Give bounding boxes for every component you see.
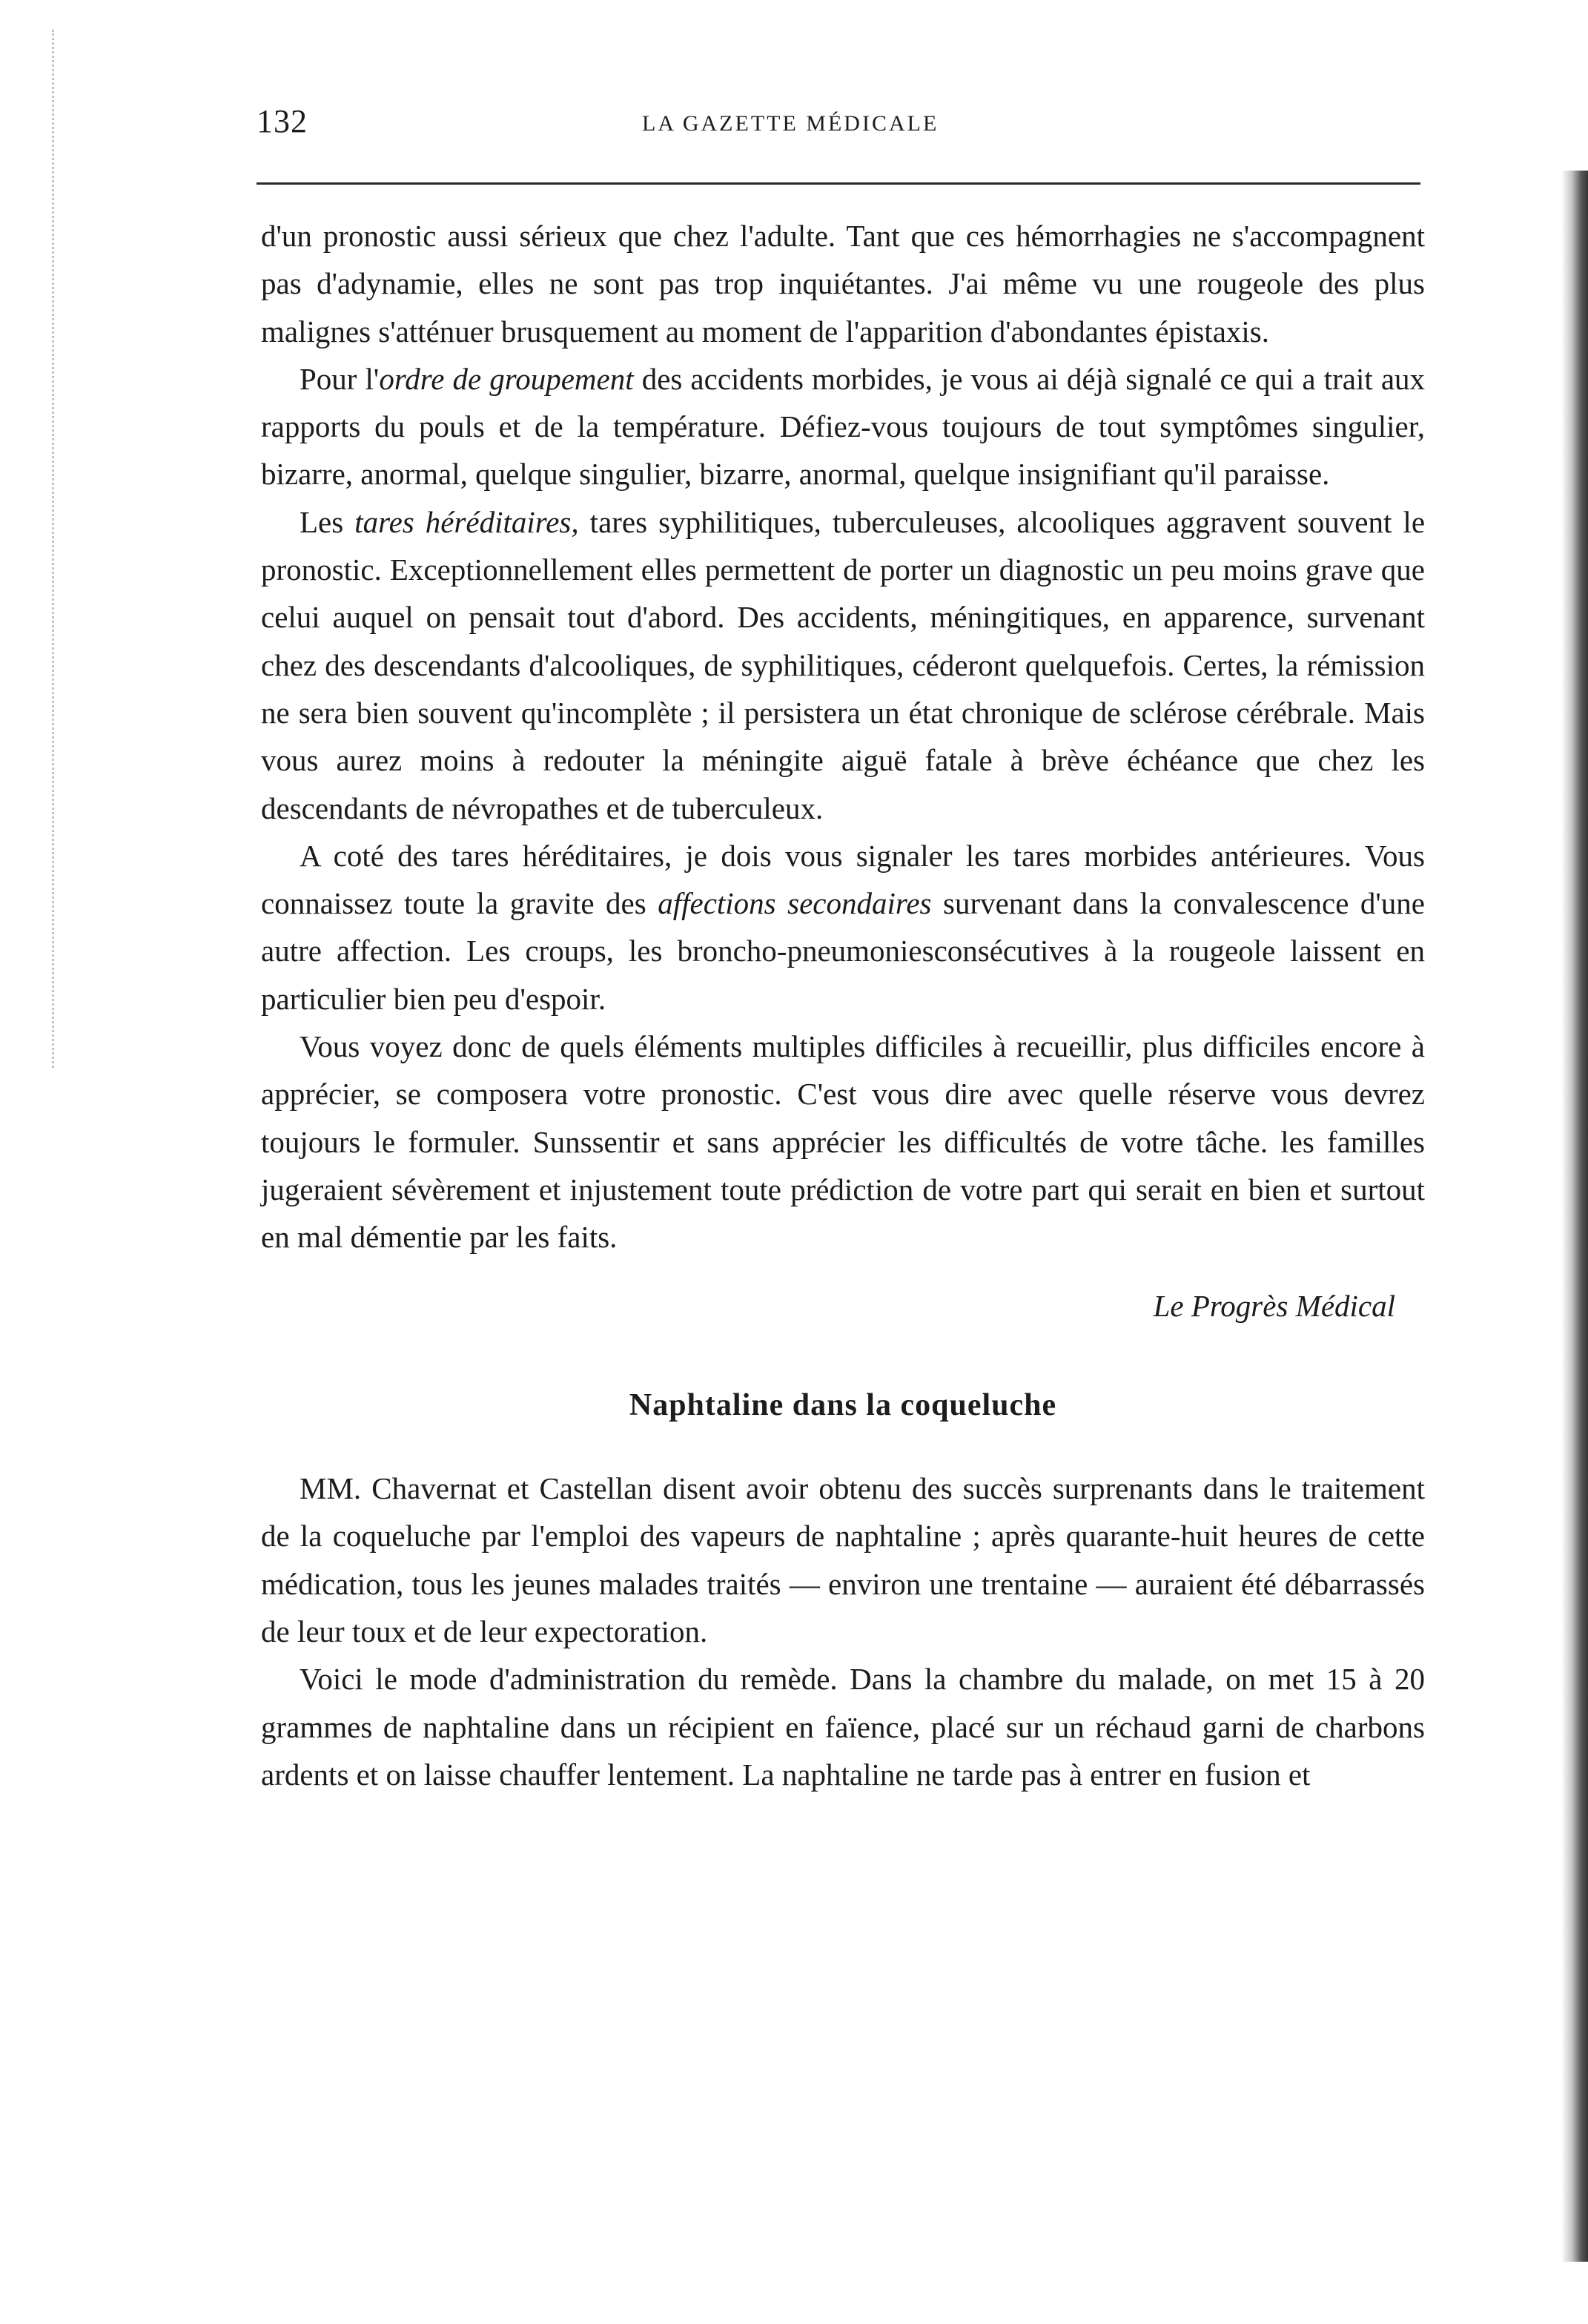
text-run: tares syphilitiques, tuberculeuses, alcooliques aggravent souvent le pronostic. Exceptionnellement elles permettent de porter un diagnostic un peu moins grave que celui auquel on pensait tout d'abord. Des accidents, méningitiques, en apparence, survenant chez des descendants d'alcooliques, de syphilitiques, céderont quelquefois. Certes, la rémission ne sera bien souvent qu'incomplète ; il persistera un état chronique de sclérose cérébrale. Mais vous aurez moins à redouter la méningite aiguë fatale à brève échéance que chez les descendants de névropathes et de tuberculeux. <box>261 504 1426 825</box>
text-run: Les <box>300 504 355 539</box>
text-run: Pour l' <box>300 361 380 396</box>
paragraph <box>261 355 1425 498</box>
section-heading: Naphtaline dans la coqueluche <box>629 1387 1057 1422</box>
text-run: survenant dans la convalescence d'une autre affection. Les croups, les broncho-pneumoniesconsécutives à la rougeole laissent en particulier bien peu d'espoir. <box>261 886 1425 1016</box>
journal-title: LA GAZETTE MÉDICALE <box>642 111 939 136</box>
page-number: 132 <box>257 103 308 139</box>
italic-phrase: ordre de groupement <box>379 361 634 396</box>
header-rule <box>257 182 1420 185</box>
text-run: des accidents morbides, je vous ai déjà signalé ce qui a trait aux rapports du pouls et de la température. Défiez-vous toujours de tout symptômes singulier, bizarre, anormal, quelque singulier, bizarre, anormal, quelque insignifiant qu'il paraisse. <box>261 361 1426 492</box>
paragraph <box>261 832 1425 1023</box>
running-head <box>257 102 1420 147</box>
text-run: A coté des tares héréditaires, je dois vous signaler les tares morbides antérieures. Vous connaissez toute la gravite des <box>261 838 1425 921</box>
scan-page-edge <box>1561 171 1588 2262</box>
paragraph: Vous voyez donc de quels éléments multiples difficiles à recueillir, plus difficiles encore à apprécier, se composera votre pronostic. C'est vous dire avec quelle réserve vous devrez toujours le formuler. Sunssentir et sans apprécier les difficultés de votre tâche. les familles jugeraient sévèrement et injustement toute prédiction de votre part qui serait en bien et surtout en mal démentie par les faits. <box>261 1029 1425 1255</box>
italic-phrase: tares héréditaires, <box>354 504 579 539</box>
italic-phrase: affections secondaires <box>658 886 932 921</box>
source-attribution: Le Progrès Médical <box>1153 1288 1395 1323</box>
page-body <box>261 212 1425 1798</box>
paragraph: MM. Chavernat et Castellan disent avoir obtenu des succès surprenants dans le traitement de la coqueluche par l'emploi des vapeurs de naphtaline ; après quarante-huit heures de cette médication, tous les jeunes malades traités — environ une trentaine — auraient été débarrassés de leur toux et de leur expectoration. <box>261 1471 1425 1649</box>
paragraph <box>261 498 1425 832</box>
paragraph: d'un pronostic aussi sérieux que chez l'adulte. Tant que ces hémorrhagies ne s'accompagnent pas d'adynamie, elles ne sont pas trop inquiétantes. J'ai même vu une rougeole des plus malignes s'atténuer brusquement au moment de l'apparition d'abondantes épistaxis. <box>261 219 1425 349</box>
paragraph: Voici le mode d'administration du remède. Dans la chambre du malade, on met 15 à 20 grammes de naphtaline dans un récipient en faïence, placé sur un réchaud garni de charbons ardents et on laisse chauffer lentement. La naphtaline ne tarde pas à entrer en fusion et <box>261 1662 1425 1792</box>
scan-binding-shadow <box>52 30 59 1068</box>
